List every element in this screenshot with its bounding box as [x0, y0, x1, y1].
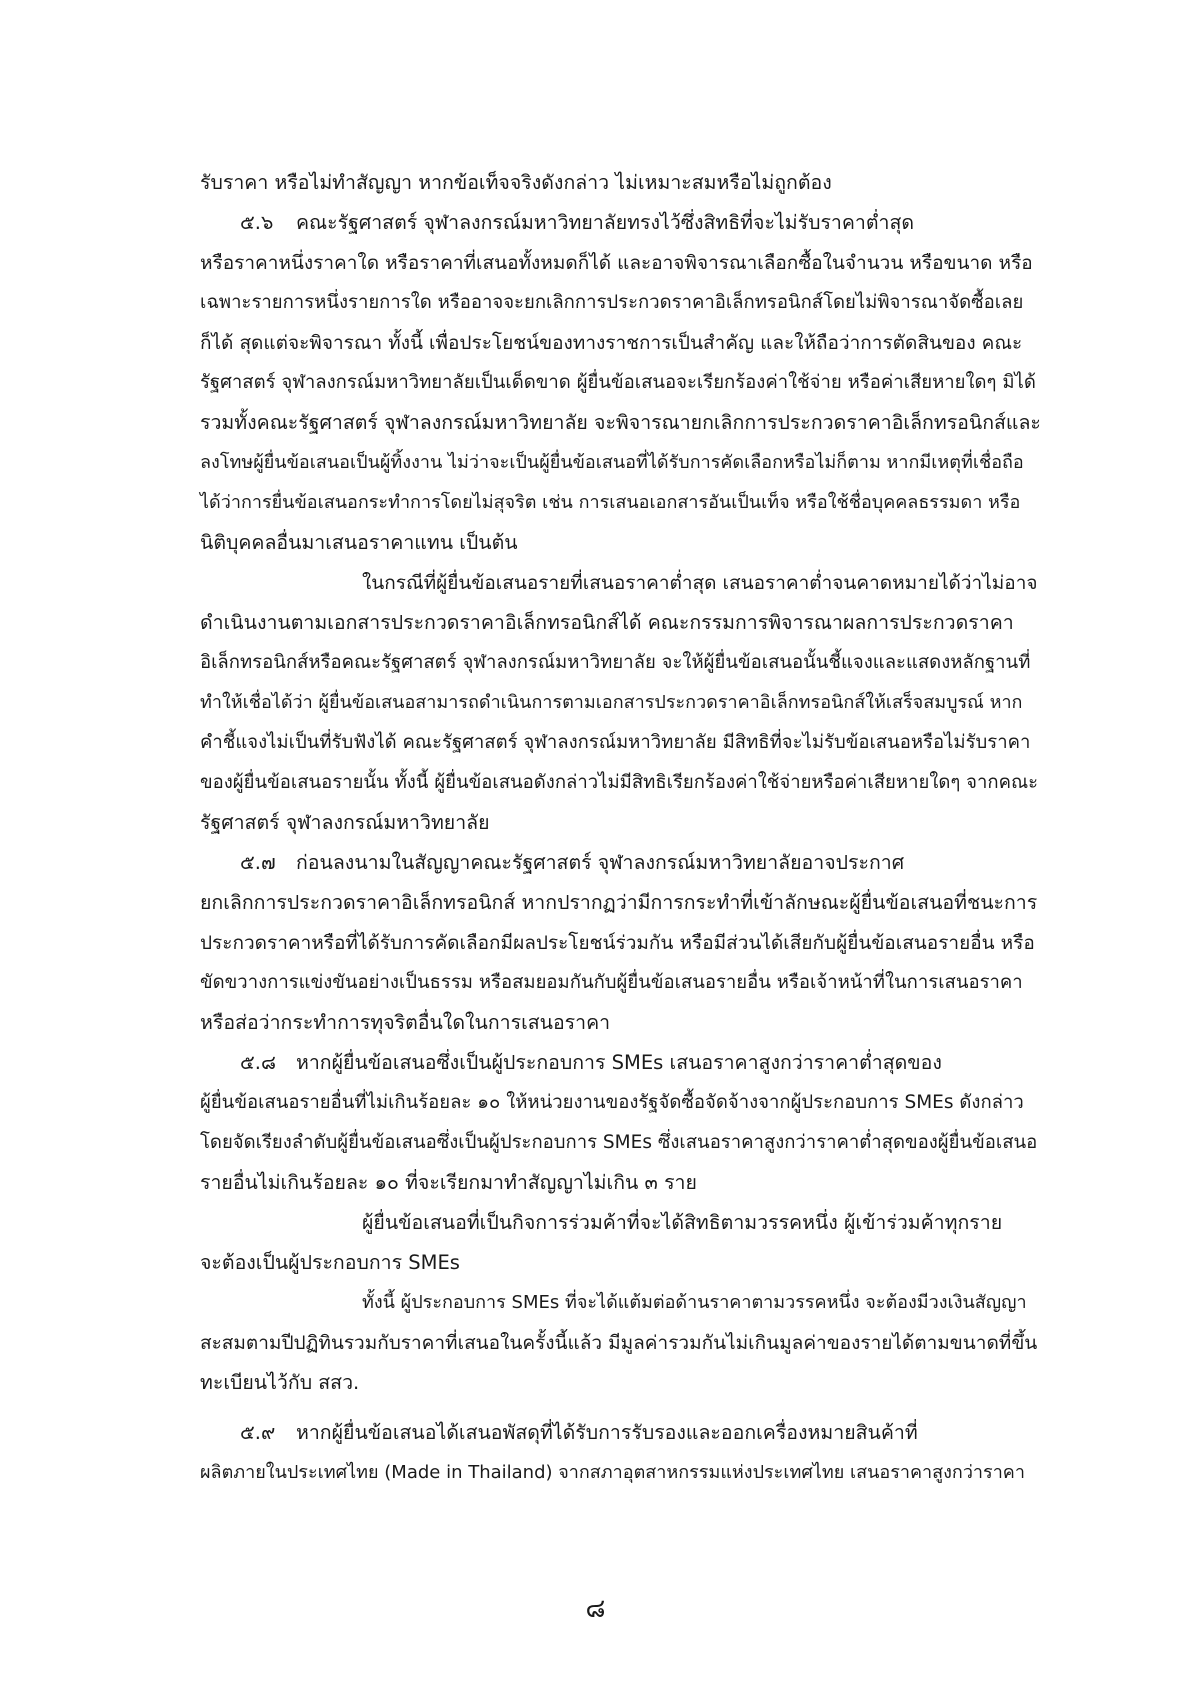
body-text-line: นิติบุคคลอื่นมาเสนอราคาแทน เป็นต้น	[200, 531, 518, 554]
body-text-line: ทะเบียนไว้กับ สสว.	[200, 1371, 360, 1394]
clause-line	[240, 1048, 942, 1078]
body-text: หากผู้ยื่นข้อเสนอได้เสนอพัสดุที่ได้รับการรับรองและออกเครื่องหมายสินค้าที่	[296, 1421, 918, 1444]
body-text-line: ทำให้เชื่อได้ว่า ผู้ยื่นข้อเสนอสามารถดำเนินการตามเอกสารประกวดราคาอิเล็กทรอนิกส์ให้เสร็จสมบูรณ์ หาก	[200, 692, 1023, 713]
body-text-line: ยกเลิกการประกวดราคาอิเล็กทรอนิกส์ หากปรากฏว่ามีการกระทำที่เข้าลักษณะผู้ยื่นข้อเสนอที่ชนะการ	[200, 891, 1038, 914]
body-text-line: หรือราคาหนึ่งราคาใด หรือราคาที่เสนอทั้งหมดก็ได้ และอาจพิจารณาเลือกซื้อในจำนวน หรือขนาด หรือ	[200, 252, 1033, 274]
clause-number: ๕.๙	[240, 1421, 276, 1444]
clause-line	[240, 1418, 918, 1448]
body-text-line: ของผู้ยื่นข้อเสนอรายนั้น ทั้งนี้ ผู้ยื่นข้อเสนอดังกล่าวไม่มีสิทธิเรียกร้องค่าใช้จ่ายหรือค่าเสียหายใดๆ จากคณะ	[200, 772, 1039, 793]
body-text-line: อิเล็กทรอนิกส์หรือคณะรัฐศาสตร์ จุฬาลงกรณ์มหาวิทยาลัย จะให้ผู้ยื่นข้อเสนอนั้นชี้แจงและแสดงหลักฐานที่	[200, 652, 1031, 673]
clause-line	[240, 848, 904, 878]
clause-line	[240, 208, 914, 238]
clause-number: ๕.๗	[240, 851, 276, 874]
body-text: หากผู้ยื่นข้อเสนอซึ่งเป็นผู้ประกอบการ SMEs เสนอราคาสูงกว่าราคาต่ำสุดของ	[296, 1051, 942, 1074]
body-text-line: ผู้ยื่นข้อเสนอรายอื่นที่ไม่เกินร้อยละ ๑๐ ให้หน่วยงานของรัฐจัดซื้อจัดจ้างจากผู้ประกอบการ SMEs ดังกล่าว	[200, 1092, 1024, 1113]
body-text-line: รับราคา หรือไม่ทำสัญญา หากข้อเท็จจริงดังกล่าว ไม่เหมาะสมหรือไม่ถูกต้อง	[200, 171, 832, 194]
body-text-line: ดำเนินงานตามเอกสารประกวดราคาอิเล็กทรอนิกส์ได้ คณะกรรมการพิจารณาผลการประกวดราคา	[200, 611, 1014, 634]
body-text-line: ผลิตภายในประเทศไทย (Made in Thailand) จากสภาอุตสาหกรรมแห่งประเทศไทย เสนอราคาสูงกว่าราคา	[200, 1462, 1025, 1483]
body-text-line: ทั้งนี้ ผู้ประกอบการ SMEs ที่จะได้แต้มต่อด้านราคาตามวรรคหนึ่ง จะต้องมีวงเงินสัญญา	[362, 1292, 1027, 1313]
body-text-line: รายอื่นไม่เกินร้อยละ ๑๐ ที่จะเรียกมาทำสัญญาไม่เกิน ๓ ราย	[200, 1171, 697, 1194]
body-text-line: รวมทั้งคณะรัฐศาสตร์ จุฬาลงกรณ์มหาวิทยาลัย จะพิจารณายกเลิกการประกวดราคาอิเล็กทรอนิกส์และ	[200, 411, 1041, 434]
body-text: คณะรัฐศาสตร์ จุฬาลงกรณ์มหาวิทยาลัยทรงไว้ซึ่งสิทธิที่จะไม่รับราคาต่ำสุด	[296, 211, 915, 234]
body-text-line: เฉพาะรายการหนึ่งรายการใด หรืออาจจะยกเลิกการประกวดราคาอิเล็กทรอนิกส์โดยไม่พิจารณาจัดซื้อเลย	[200, 292, 1024, 313]
body-text-line: คำชี้แจงไม่เป็นที่รับฟังได้ คณะรัฐศาสตร์ จุฬาลงกรณ์มหาวิทยาลัย มีสิทธิที่จะไม่รับข้อเสนอหรือไม่รับราคา	[200, 732, 1031, 753]
body-text-line: หรือส่อว่ากระทำการทุจริตอื่นใดในการเสนอราคา	[200, 1011, 611, 1034]
clause-number: ๕.๖	[240, 211, 274, 234]
body-text-line: ได้ว่าการยื่นข้อเสนอกระทำการโดยไม่สุจริต เช่น การเสนอเอกสารอันเป็นเท็จ หรือใช้ชื่อบุคคลธรรมดา หรือ	[200, 492, 1021, 513]
body-text-line: ในกรณีที่ผู้ยื่นข้อเสนอรายที่เสนอราคาต่ำสุด เสนอราคาต่ำจนคาดหมายได้ว่าไม่อาจ	[362, 572, 1038, 594]
body-text-line: ขัดขวางการแข่งขันอย่างเป็นธรรม หรือสมยอมกันกับผู้ยื่นข้อเสนอรายอื่น หรือเจ้าหน้าที่ในการเสนอราคา	[200, 972, 1023, 993]
body-text-line: รัฐศาสตร์ จุฬาลงกรณ์มหาวิทยาลัยเป็นเด็ดขาด ผู้ยื่นข้อเสนอจะเรียกร้องค่าใช้จ่าย หรือค่าเสียหายใดๆ มิได้	[200, 372, 1036, 393]
body-text-line: ก็ได้ สุดแต่จะพิจารณา ทั้งนี้ เพื่อประโยชน์ของทางราชการเป็นสำคัญ และให้ถือว่าการตัดสินของ คณะ	[200, 332, 1023, 354]
clause-number: ๕.๘	[240, 1051, 277, 1074]
body-text-line: ลงโทษผู้ยื่นข้อเสนอเป็นผู้ทิ้งงาน ไม่ว่าจะเป็นผู้ยื่นข้อเสนอที่ได้รับการคัดเลือกหรือไม่ก็ตาม หากมีเหตุที่เชื่อถือ	[200, 452, 1024, 473]
body-text-line: รัฐศาสตร์ จุฬาลงกรณ์มหาวิทยาลัย	[200, 811, 490, 834]
body-text-line: ประกวดราคาหรือที่ได้รับการคัดเลือกมีผลประโยชน์ร่วมกัน หรือมีส่วนได้เสียกับผู้ยื่นข้อเสนอรายอื่น หรือ	[200, 932, 1035, 954]
body-text-line: โดยจัดเรียงลำดับผู้ยื่นข้อเสนอซึ่งเป็นผู้ประกอบการ SMEs ซึ่งเสนอราคาสูงกว่าราคาต่ำสุดของผู้ยื่นข้อเสนอ	[200, 1132, 1038, 1153]
body-text: ก่อนลงนามในสัญญาคณะรัฐศาสตร์ จุฬาลงกรณ์มหาวิทยาลัยอาจประกาศ	[296, 851, 905, 874]
body-text-line: จะต้องเป็นผู้ประกอบการ SMEs	[200, 1251, 460, 1274]
page-number: ๘	[585, 1594, 606, 1624]
body-text-line: สะสมตามปีปฏิทินรวมกับราคาที่เสนอในครั้งนี้แล้ว มีมูลค่ารวมกันไม่เกินมูลค่าของรายได้ตามขนาดที่ขึ้น	[200, 1332, 1038, 1354]
body-text-line: ผู้ยื่นข้อเสนอที่เป็นกิจการร่วมค้าที่จะได้สิทธิตามวรรคหนึ่ง ผู้เข้าร่วมค้าทุกราย	[362, 1211, 1003, 1234]
